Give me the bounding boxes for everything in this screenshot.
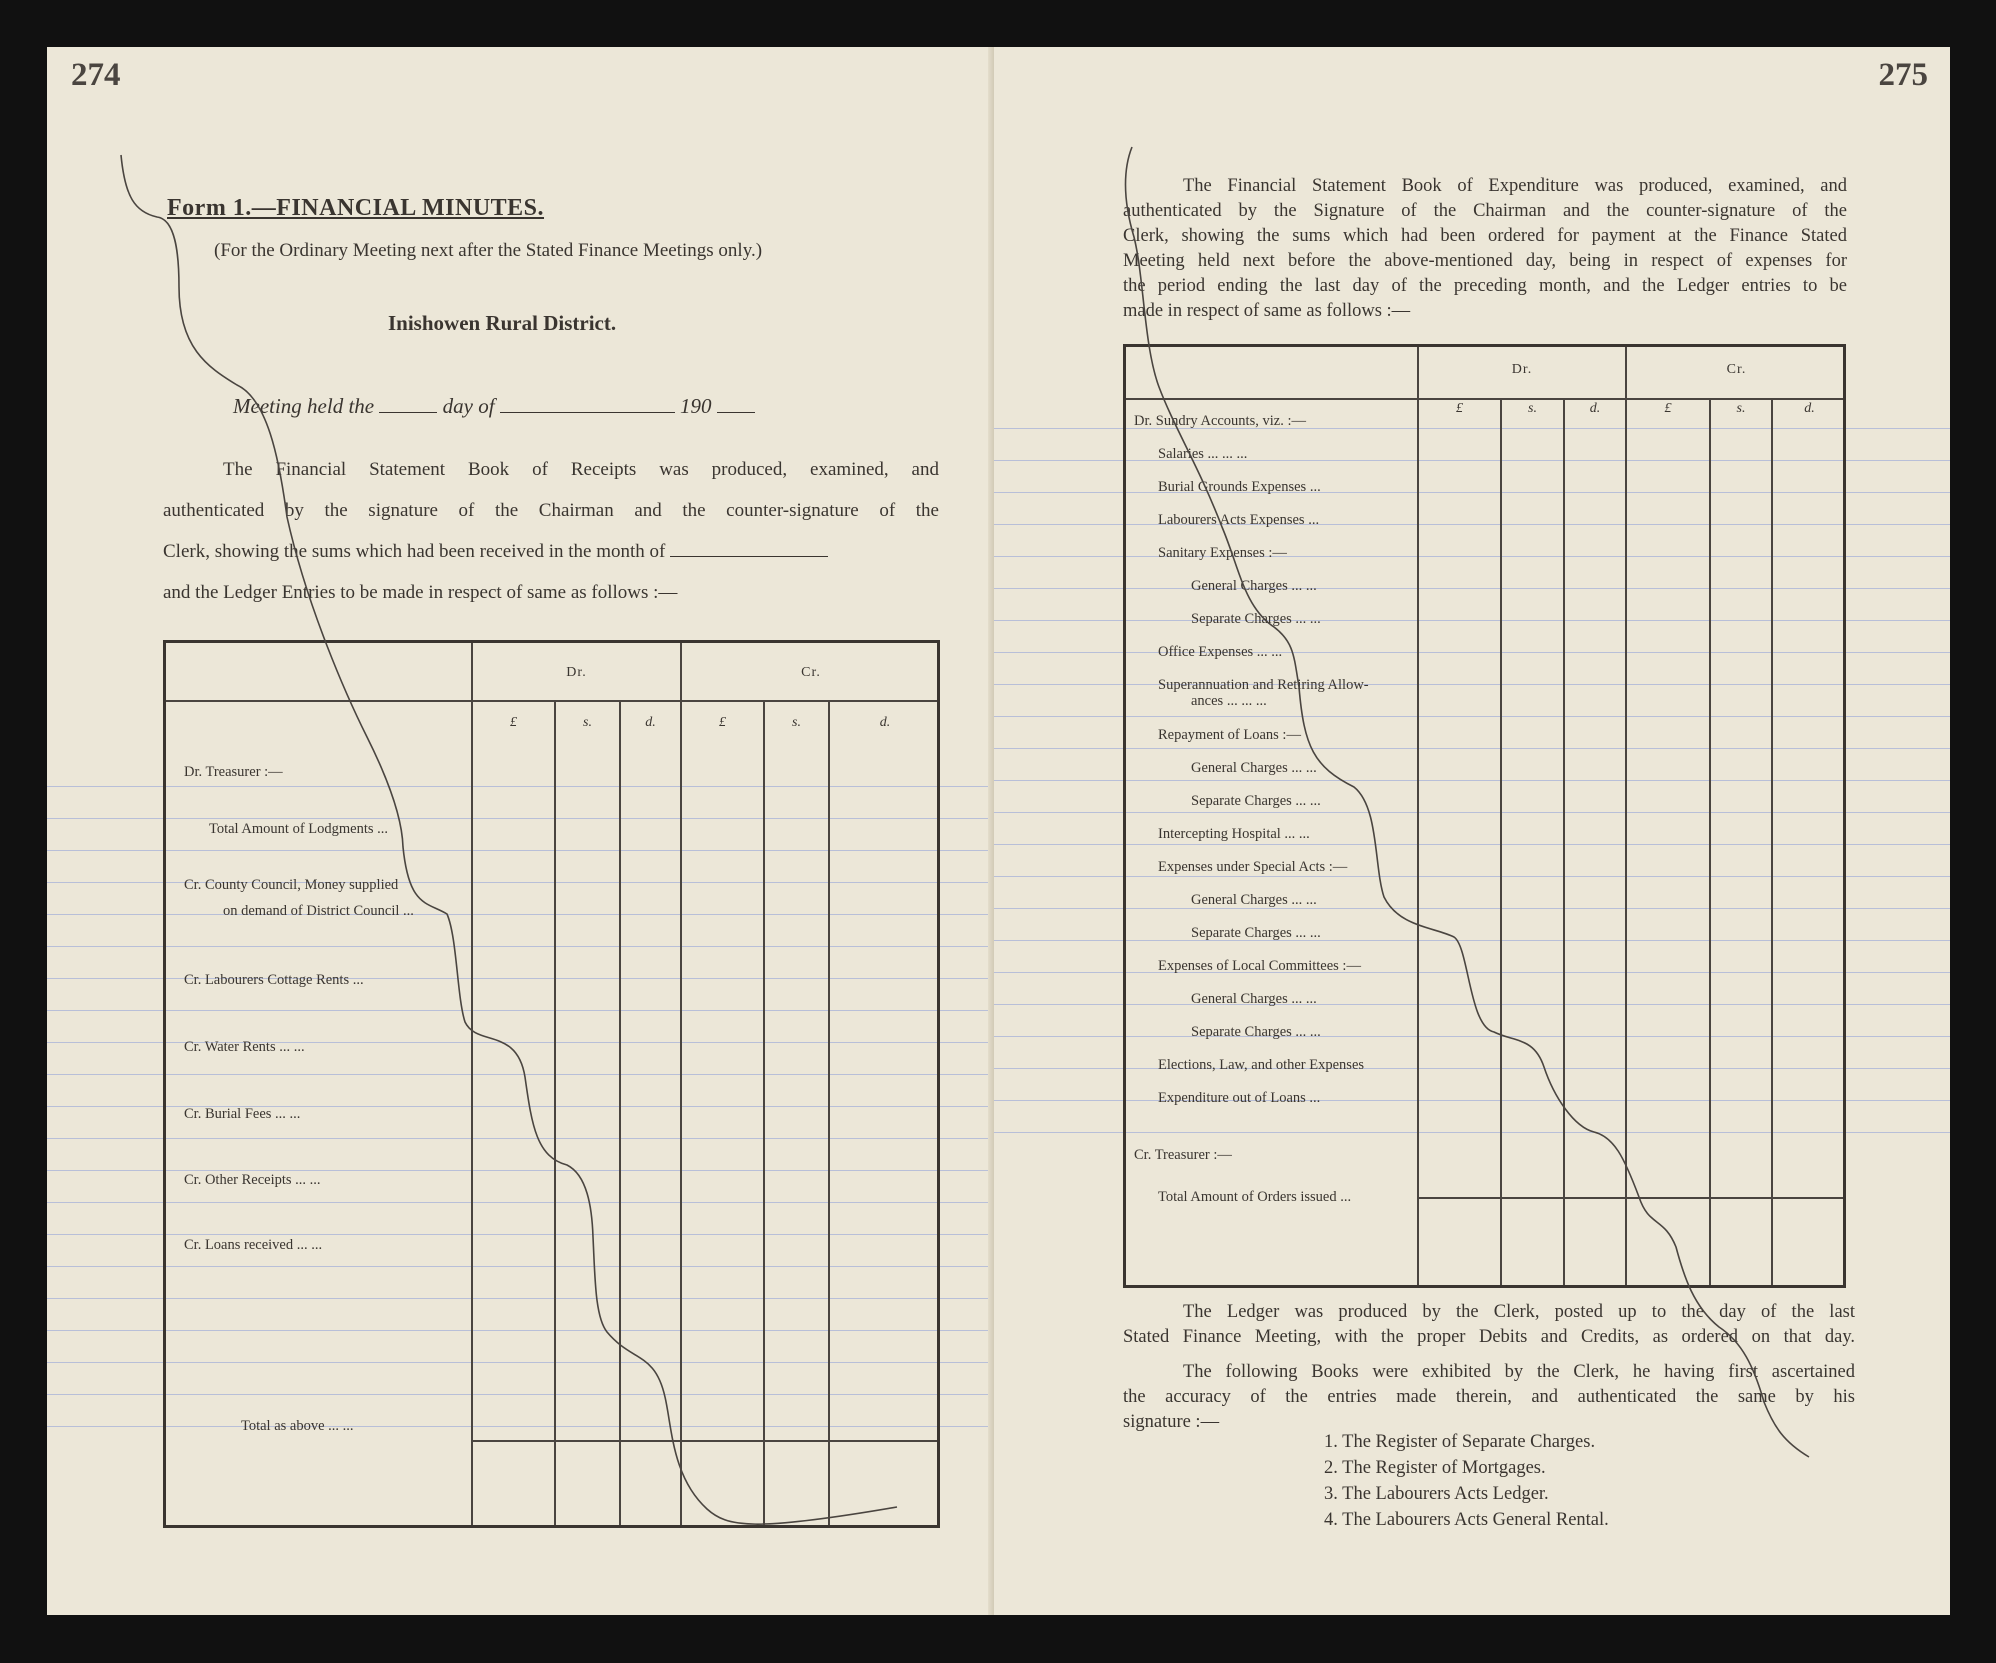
para-line: The Financial Statement Book of Receipts was produced, examined, and [223,459,939,480]
pound-label: £ [1664,401,1672,416]
form-title: Form 1.—FINANCIAL MINUTES. [167,195,545,221]
column-divider [1625,347,1627,1285]
book-list-item: 1. The Register of Separate Charges. [1324,1432,1596,1452]
column-divider [763,701,765,1525]
meeting-day-blank[interactable] [379,394,437,413]
shilling-label: s. [583,715,592,730]
column-divider [680,643,682,1525]
row-label: Expenditure out of Loans ... [1158,1090,1321,1106]
para-line: authenticated by the Signature of the Chairman and the counter-signature of the [1123,201,1847,221]
para-line: The Financial Statement Book of Expenditure was produced, examined, and [1183,176,1847,196]
row-label: Labourers Acts Expenses ... [1158,512,1320,528]
ledger-paragraph [1123,1300,1855,1350]
column-divider [1563,399,1565,1285]
para-line: The following Books were exhibited by the Clerk, he having first ascertained [1183,1362,1855,1382]
para-line: Clerk, showing the sums which had been ordered for payment at the Finance Stated [1123,226,1847,246]
para-line: authenticated by the signature of the Chairman and the counter-signature of the [163,500,939,521]
para-line: The Ledger was produced by the Clerk, posted up to the day of the last [1183,1302,1855,1322]
row-label: Sanitary Expenses :— [1158,545,1287,561]
row-label: Cr. Loans received ... ... [184,1237,323,1253]
para-line: the period ending the last day of the preceding month, and the Ledger entries to be [1123,276,1847,296]
row-label: Total Amount of Lodgments ... [209,821,389,837]
header-rule [1126,398,1843,400]
cr-header: Cr. [801,665,821,680]
expenditure-ledger-table [1123,344,1846,1288]
row-label: Repayment of Loans :— [1158,727,1301,743]
row-label: General Charges ... ... [1191,892,1317,908]
para-line: made in respect of same as follows :— [1123,301,1411,321]
row-label: Cr. Labourers Cottage Rents ... [184,972,364,988]
row-label: Total Amount of Orders issued ... [1158,1189,1352,1205]
receipts-paragraph [163,449,939,613]
pound-label: £ [1456,401,1463,416]
row-label: Separate Charges ... ... [1191,611,1321,627]
book-list-item: 2. The Register of Mortgages. [1324,1458,1546,1478]
row-label: ances ... ... ... [1191,693,1267,709]
column-divider [1500,399,1502,1285]
total-rule [1417,1197,1843,1199]
district-name: Inishowen Rural District. [388,311,617,335]
row-label: Salaries ... ... ... [1158,446,1248,462]
column-divider [471,643,473,1525]
row-label: Burial Grounds Expenses ... [1158,479,1321,495]
book-list-item: 4. The Labourers Acts General Rental. [1324,1510,1609,1530]
shilling-label: s. [792,715,801,730]
para-line: and the Ledger Entries to be made in respect of same as follows :— [163,582,678,603]
books-paragraph [1123,1360,1855,1435]
para-line: the accuracy of the entries made therein, and authenticated the same by his [1123,1387,1855,1407]
row-label: Total as above ... ... [241,1418,354,1434]
row-label: Cr. Treasurer :— [1134,1147,1232,1163]
row-label: Dr. Treasurer :— [184,764,283,780]
row-label: General Charges ... ... [1191,760,1317,776]
total-rule [471,1440,937,1442]
shilling-label: s. [1736,401,1746,416]
column-divider [828,701,830,1525]
header-rule [166,700,937,702]
cr-header: Cr. [1726,362,1747,377]
left-page [47,47,994,1615]
row-label: Office Expenses ... ... [1158,644,1283,660]
form-subtitle: (For the Ordinary Meeting next after the Stated Finance Meetings only.) [214,240,763,261]
dr-header: Dr. [566,665,587,680]
row-label: Separate Charges ... ... [1191,925,1321,941]
row-label: Cr. Water Rents ... ... [184,1039,305,1055]
row-label: Dr. Sundry Accounts, viz. :— [1134,413,1306,429]
meeting-label: Meeting held the [233,394,375,418]
column-divider [554,701,556,1525]
para-line [163,531,939,572]
row-label: General Charges ... ... [1191,578,1317,594]
row-label: Expenses under Special Acts :— [1158,859,1348,875]
pence-label: d. [1804,401,1815,416]
row-label: Cr. County Council, Money supplied [184,877,399,893]
row-label: Superannuation and Retiring Allow- [1158,677,1369,693]
page-number: 274 [71,57,121,93]
para-line: signature :— [1123,1412,1220,1432]
book-list-item: 3. The Labourers Acts Ledger. [1324,1484,1549,1504]
column-divider [1771,399,1773,1285]
pound-label: £ [510,715,517,730]
shilling-label: s. [1528,401,1537,416]
column-divider [619,701,621,1525]
para-text: Clerk, showing the sums which had been received in the month of [163,541,666,562]
receipts-ledger-table [163,640,940,1528]
column-divider [1709,399,1711,1285]
meeting-line [233,394,755,419]
row-label: Separate Charges ... ... [1191,1024,1321,1040]
row-label: Expenses of Local Committees :— [1158,958,1361,974]
pence-label: d. [1589,401,1601,416]
right-page [994,47,1950,1615]
column-divider [1417,347,1419,1285]
meeting-day-of: day of [442,394,495,418]
row-label: Elections, Law, and other Expenses [1158,1057,1365,1073]
row-label: Cr. Burial Fees ... ... [184,1106,301,1122]
page-number: 275 [1878,57,1928,93]
para-line: Meeting held next before the above-mentioned day, being in respect of expenses for [1123,251,1847,271]
month-blank[interactable] [670,538,828,557]
expenditure-paragraph [1123,174,1847,324]
row-label: General Charges ... ... [1191,991,1317,1007]
para-line: Stated Finance Meeting, with the proper Debits and Credits, as ordered on that day. [1123,1327,1855,1347]
pence-label: d. [645,715,656,730]
meeting-year: 190 [680,394,712,418]
meeting-year-blank[interactable] [717,394,755,413]
meeting-month-blank[interactable] [500,394,675,413]
row-label: on demand of District Council ... [223,903,414,919]
row-label: Cr. Other Receipts ... ... [184,1172,321,1188]
pound-label: £ [719,715,726,730]
dr-header: Dr. [1511,362,1533,377]
row-label: Intercepting Hospital ... ... [1158,826,1310,842]
pence-label: d. [879,715,891,730]
row-label: Separate Charges ... ... [1191,793,1321,809]
